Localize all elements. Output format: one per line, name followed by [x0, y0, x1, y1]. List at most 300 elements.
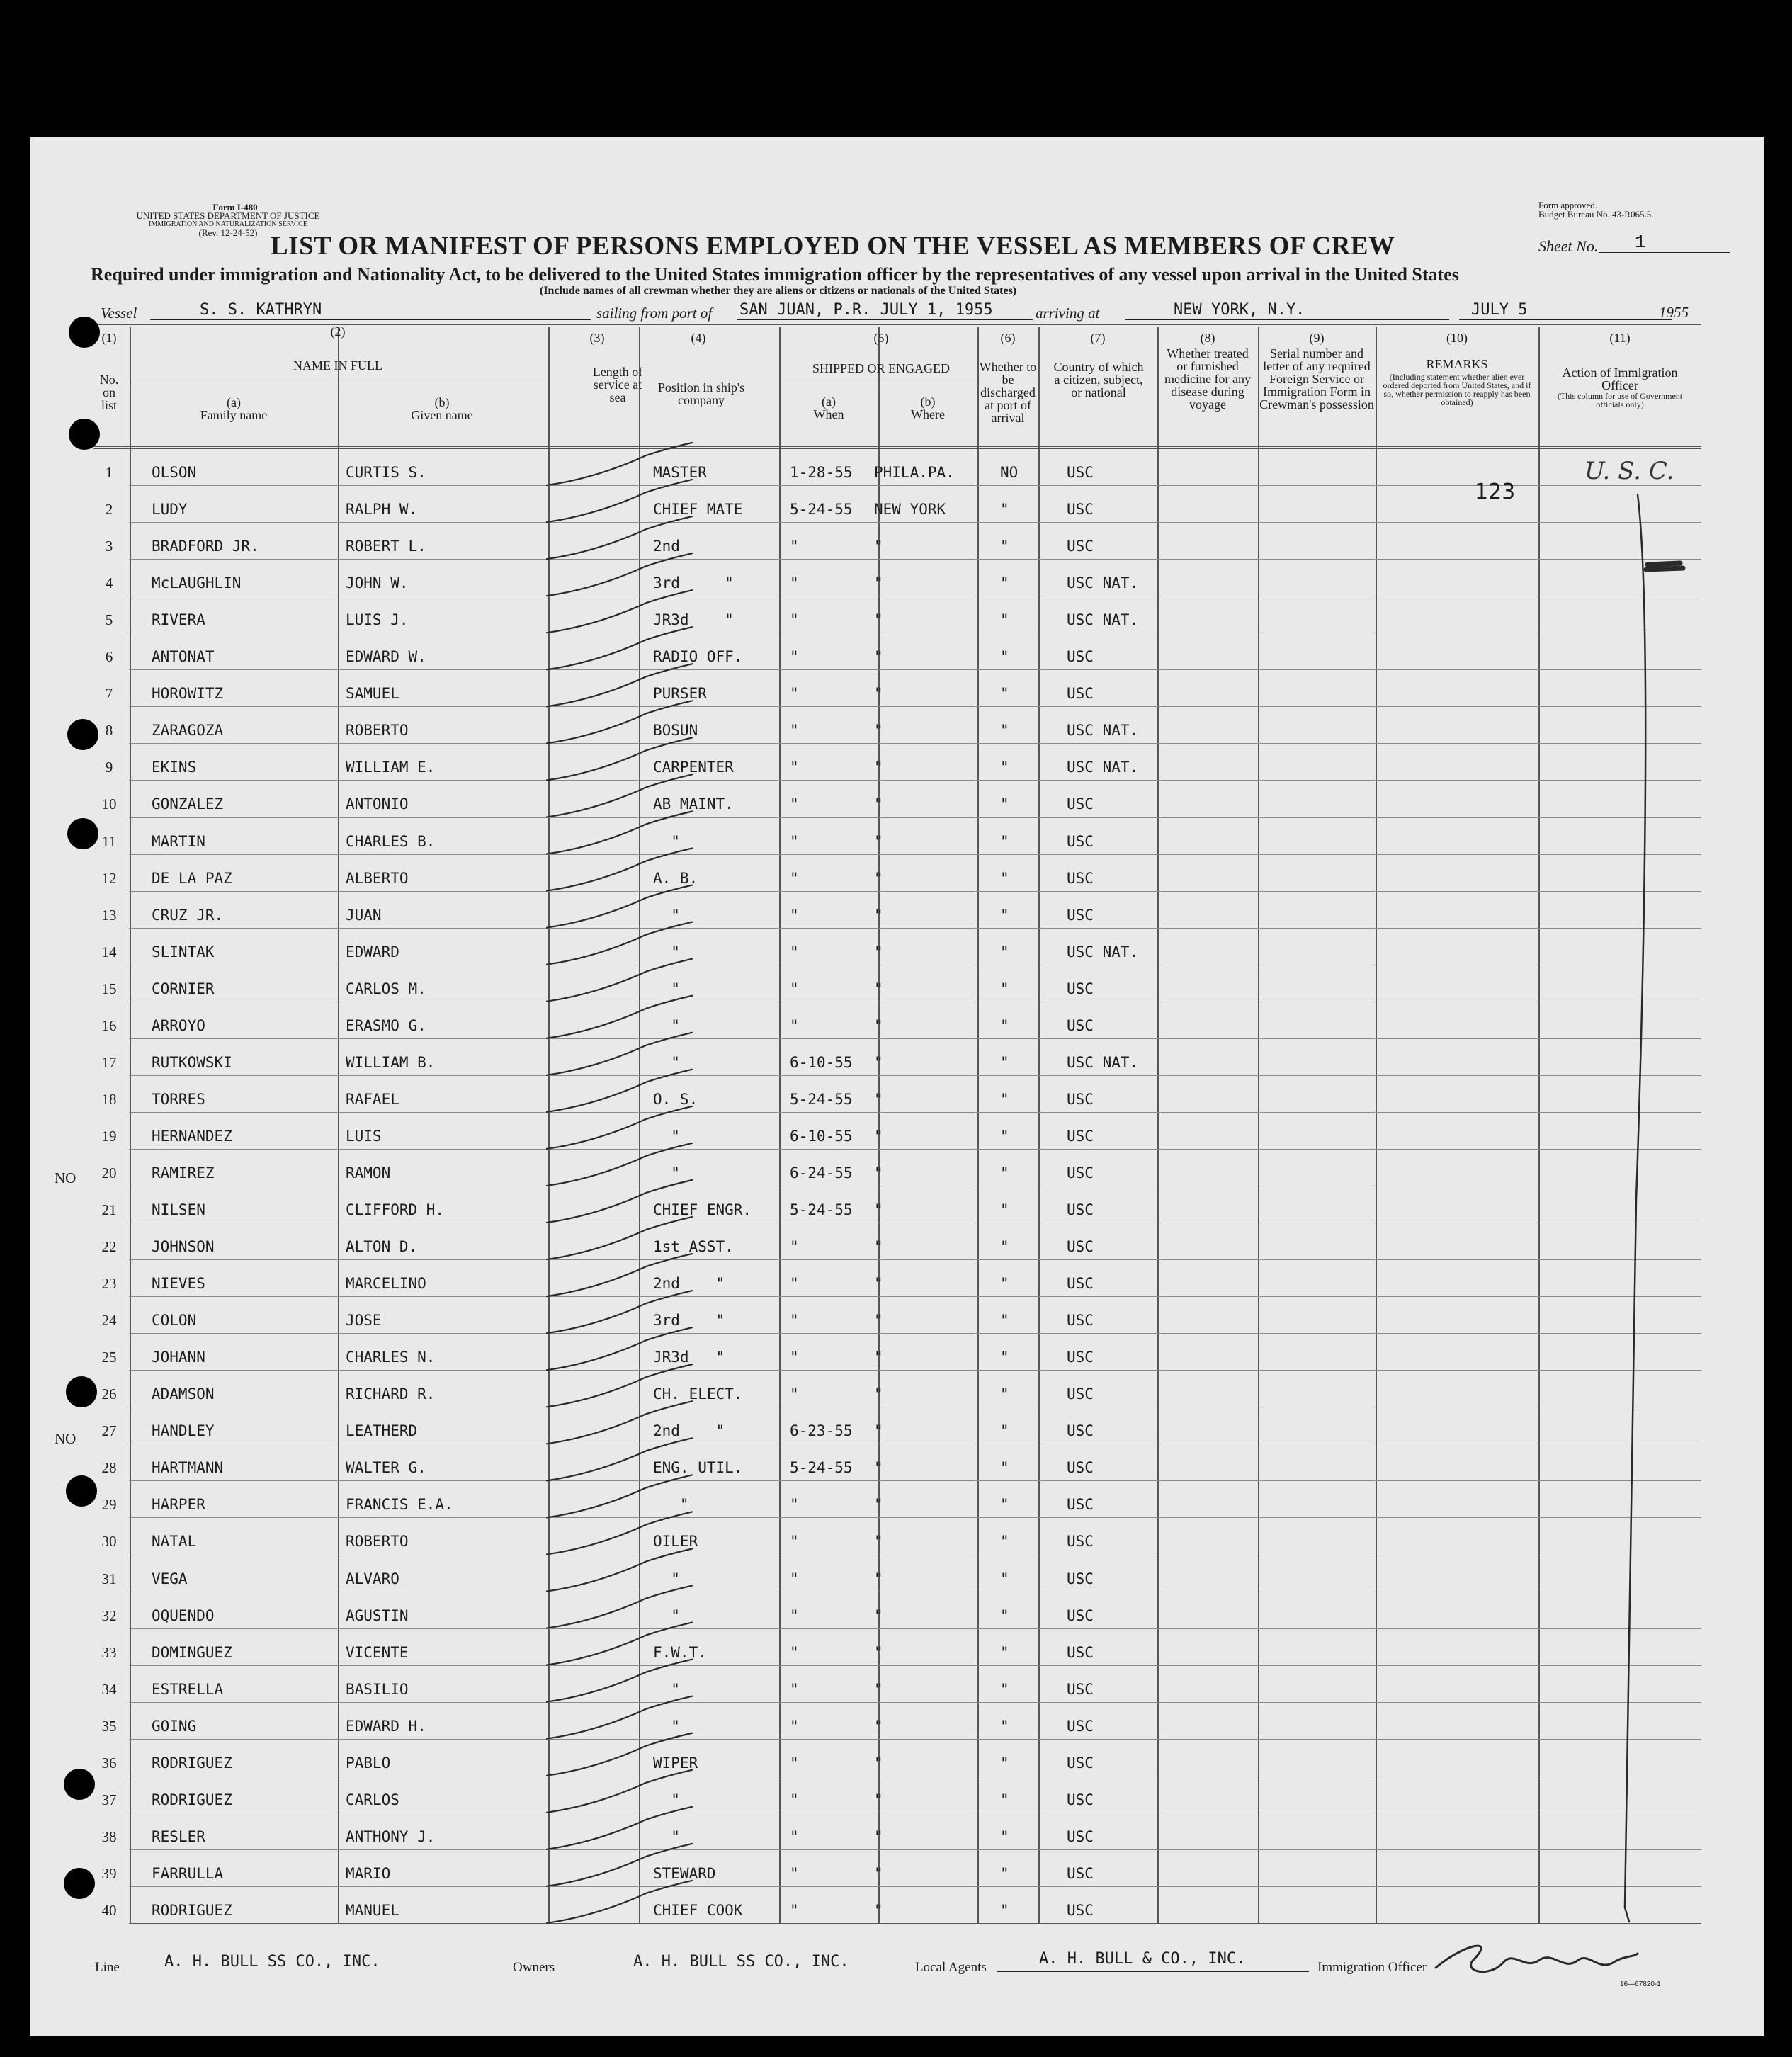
- discharged: ": [1000, 1422, 1009, 1439]
- shipped-when: 6-10-55: [790, 1054, 853, 1071]
- service-check-mark: [547, 849, 692, 891]
- shipped-where: ": [874, 1386, 883, 1402]
- discharged: ": [1000, 795, 1009, 812]
- country: USC NAT.: [1067, 722, 1139, 739]
- country: USC: [1067, 648, 1094, 665]
- row-number: 11: [101, 833, 117, 850]
- family-name: RESLER: [152, 1828, 205, 1845]
- discharged: ": [1000, 1459, 1009, 1476]
- given-name: JOSE: [346, 1312, 382, 1329]
- shipped-where: ": [874, 538, 883, 555]
- position: 2nd ": [653, 1275, 725, 1292]
- binder-hole: [66, 1475, 97, 1507]
- discharged: ": [1000, 1275, 1009, 1292]
- service-check-mark: [547, 959, 692, 1002]
- country: USC: [1067, 1386, 1094, 1402]
- shipped-where: ": [874, 1201, 883, 1218]
- row-number: 32: [101, 1607, 117, 1624]
- family-name: TORRES: [152, 1091, 205, 1108]
- family-name: RAMIREZ: [152, 1164, 215, 1182]
- row-number: 3: [105, 538, 113, 555]
- handwritten-marks: [30, 137, 1764, 2036]
- row-number: 21: [101, 1201, 117, 1218]
- service-check-mark: [547, 1254, 692, 1296]
- service-check-mark: [547, 1475, 692, 1517]
- row-number: 4: [105, 574, 113, 591]
- family-name: ANTONAT: [152, 648, 215, 665]
- row-number: 30: [101, 1533, 117, 1550]
- owners-label: Owners: [513, 1960, 555, 1975]
- shipped-when: ": [790, 1570, 799, 1587]
- shipped-where: ": [874, 1570, 883, 1587]
- family-name: MARTIN: [152, 833, 205, 850]
- discharged: ": [1000, 1496, 1009, 1513]
- given-name: RAFAEL: [346, 1091, 399, 1108]
- shipped-when: 6-23-55: [790, 1422, 853, 1439]
- col2b-label: Given name: [411, 408, 473, 422]
- service-check-mark: [547, 1623, 692, 1665]
- agents-underline: [997, 1971, 1309, 1972]
- col3-label: Length of service at sea: [592, 365, 643, 404]
- country: USC: [1067, 833, 1094, 850]
- shipped-when: 6-24-55: [790, 1164, 853, 1182]
- shipped-when: ": [790, 611, 799, 628]
- col7-label: Country of which a citizen, subject, or national: [1053, 360, 1144, 400]
- row-number: 24: [101, 1312, 117, 1329]
- given-name: EDWARD W.: [346, 648, 426, 665]
- shipped-when: ": [790, 870, 799, 887]
- given-name: VICENTE: [346, 1644, 409, 1661]
- given-name: SAMUEL: [346, 685, 399, 702]
- position: STEWARD: [653, 1865, 716, 1882]
- col8-num: (8): [1200, 331, 1215, 345]
- given-name: ERASMO G.: [346, 1017, 426, 1034]
- position: ": [653, 1017, 680, 1034]
- family-name: EKINS: [152, 759, 197, 776]
- arriving-label: arriving at: [1036, 305, 1100, 322]
- position: JR3d ": [653, 1349, 725, 1366]
- given-name: JUAN: [346, 907, 382, 924]
- sheet-label: Sheet No.: [1538, 237, 1599, 255]
- position: ": [653, 1496, 689, 1513]
- position: CHIEF ENGR.: [653, 1201, 752, 1218]
- form-subtitle: Required under immigration and Nationality Act, to be delivered to the United States immigration officer by the representatives of any vessel upon arrival in the United States: [91, 264, 1459, 285]
- given-name: AGUSTIN: [346, 1607, 409, 1624]
- officer-scribble: [1646, 563, 1683, 570]
- given-name: MANUEL: [346, 1902, 399, 1919]
- shipped-where: ": [874, 1533, 883, 1550]
- position: ": [653, 833, 680, 850]
- given-name: ROBERTO: [346, 1533, 409, 1550]
- shipped-when: ": [790, 1312, 799, 1329]
- family-name: NIEVES: [152, 1275, 205, 1292]
- department: UNITED STATES DEPARTMENT OF JUSTICE: [136, 210, 320, 221]
- shipped-where: ": [874, 1128, 883, 1145]
- remark-serial: 123: [1475, 480, 1516, 504]
- country: USC: [1067, 1017, 1094, 1034]
- shipped-where: ": [874, 1607, 883, 1624]
- service-check-mark: [547, 996, 692, 1038]
- position: ENG. UTIL.: [653, 1459, 743, 1476]
- discharged: ": [1000, 1054, 1009, 1071]
- row-number: 28: [101, 1459, 117, 1476]
- country: USC: [1067, 980, 1094, 997]
- country: USC: [1067, 1496, 1094, 1513]
- col1-label: No. on list: [99, 373, 119, 412]
- country: USC: [1067, 1238, 1094, 1255]
- discharged: ": [1000, 759, 1009, 776]
- shipped-when: 5-24-55: [790, 1091, 853, 1108]
- family-name: RIVERA: [152, 611, 205, 628]
- position: 3rd ": [653, 1312, 725, 1329]
- binder-hole: [66, 1376, 97, 1407]
- shipped-where: NEW YORK: [874, 501, 946, 518]
- country: USC: [1067, 1422, 1094, 1439]
- country: USC: [1067, 795, 1094, 812]
- given-name: ANTONIO: [346, 795, 409, 812]
- position: A. B.: [653, 870, 698, 887]
- shipped-where: ": [874, 1091, 883, 1108]
- shipped-when: ": [790, 1865, 799, 1882]
- position: CHIEF MATE: [653, 501, 743, 518]
- form-subnote: (Include names of all crewman whether they are aliens or citizens or nationals of the United States): [540, 285, 1017, 297]
- discharged: ": [1000, 1238, 1009, 1255]
- row-number: 20: [101, 1164, 117, 1182]
- position: ": [653, 1828, 680, 1845]
- manifest-sheet: [30, 137, 1764, 2036]
- country: USC: [1067, 1349, 1094, 1366]
- discharged: ": [1000, 1164, 1009, 1182]
- family-name: ADAMSON: [152, 1386, 215, 1402]
- shipped-when: 1-28-55: [790, 464, 853, 481]
- row-number: 35: [101, 1718, 117, 1735]
- given-name: CARLOS: [346, 1791, 399, 1808]
- service-check-mark: [547, 590, 692, 633]
- position: RADIO OFF.: [653, 648, 743, 665]
- country: USC: [1067, 1312, 1094, 1329]
- discharged: ": [1000, 1091, 1009, 1108]
- service-check-mark: [547, 1070, 692, 1112]
- service-check-mark: [547, 1327, 692, 1370]
- family-name: NATAL: [152, 1533, 197, 1550]
- discharged: ": [1000, 1533, 1009, 1550]
- discharged: ": [1000, 833, 1009, 850]
- country: USC: [1067, 907, 1094, 924]
- col6-num: (6): [1000, 331, 1016, 345]
- discharged: ": [1000, 1755, 1009, 1772]
- position: O. S.: [653, 1091, 698, 1108]
- shipped-when: ": [790, 574, 799, 591]
- form-approved: Form approved.: [1538, 200, 1598, 210]
- position: ": [653, 1128, 680, 1145]
- row-number: 40: [101, 1902, 117, 1919]
- row-number: 39: [101, 1865, 117, 1882]
- family-name: JOHANN: [152, 1349, 205, 1366]
- binder-hole: [67, 719, 98, 750]
- shipped-where: ": [874, 1718, 883, 1735]
- col8-label: Whether treated or furnished medicine for any disease during voyage: [1164, 346, 1251, 412]
- service-check-mark: [547, 1807, 692, 1849]
- shipped-when: ": [790, 1718, 799, 1735]
- family-name: NILSEN: [152, 1201, 205, 1218]
- shipped-when: ": [790, 1275, 799, 1292]
- country: USC: [1067, 1128, 1094, 1145]
- position: ": [653, 1570, 680, 1587]
- col10-label: REMARKS: [1426, 357, 1488, 371]
- country: USC: [1067, 685, 1094, 702]
- shipped-when: ": [790, 538, 799, 555]
- shipped-when: ": [790, 1017, 799, 1034]
- position: ": [653, 1718, 680, 1735]
- col2-label: NAME IN FULL: [293, 358, 382, 373]
- service-check-mark: [547, 1033, 692, 1075]
- row-number: 25: [101, 1349, 117, 1366]
- position: AB MAINT.: [653, 795, 734, 812]
- line-company: A. H. BULL SS CO., INC.: [164, 1953, 380, 1971]
- officer-label: Immigration Officer: [1317, 1960, 1427, 1975]
- country: USC: [1067, 1681, 1094, 1698]
- row-number: 1: [105, 464, 113, 481]
- family-name: ARROYO: [152, 1017, 205, 1034]
- margin-note-row27: NO: [55, 1430, 76, 1447]
- discharged: ": [1000, 1865, 1009, 1882]
- service-check-mark: [547, 774, 692, 817]
- col9-num: (9): [1309, 331, 1325, 345]
- col3-num: (3): [589, 331, 605, 345]
- given-name: WILLIAM E.: [346, 759, 436, 776]
- position: ": [653, 1607, 680, 1624]
- discharged: ": [1000, 1017, 1009, 1034]
- budget-bureau: Budget Bureau No. 43-R065.5.: [1538, 209, 1654, 220]
- given-name: FRANCIS E.A.: [346, 1496, 453, 1513]
- position: PURSER: [653, 685, 707, 702]
- sailing-port: SAN JUAN, P.R. JULY 1, 1955: [739, 301, 993, 319]
- col11-num: (11): [1609, 331, 1631, 345]
- shipped-when: ": [790, 944, 799, 960]
- shipped-where: ": [874, 870, 883, 887]
- family-name: GONZALEZ: [152, 795, 224, 812]
- service-check-mark: [547, 480, 692, 522]
- form-code: 16—67820-1: [1620, 1980, 1661, 1988]
- country: USC: [1067, 1459, 1094, 1476]
- discharged: ": [1000, 1386, 1009, 1402]
- position: CH. ELECT.: [653, 1386, 743, 1402]
- country: USC: [1067, 1718, 1094, 1735]
- family-name: CORNIER: [152, 980, 215, 997]
- service-check-mark: [547, 1512, 692, 1554]
- discharged: ": [1000, 1681, 1009, 1698]
- row-number: 9: [105, 759, 113, 776]
- row-number: 34: [101, 1681, 117, 1698]
- discharged: ": [1000, 1312, 1009, 1329]
- shipped-where: ": [874, 1791, 883, 1808]
- discharged: ": [1000, 685, 1009, 702]
- shipped-when: ": [790, 833, 799, 850]
- country: USC NAT.: [1067, 944, 1139, 960]
- service-check-mark: [547, 701, 692, 743]
- country: USC: [1067, 1828, 1094, 1845]
- shipped-when: ": [790, 1607, 799, 1624]
- shipped-where: PHILA.PA.: [874, 464, 955, 481]
- col4-label: Position in ship's company: [657, 380, 745, 407]
- col6-label: Whether to be discharged at port of arrival: [979, 360, 1037, 425]
- country: USC: [1067, 1570, 1094, 1587]
- discharged: ": [1000, 574, 1009, 591]
- country: USC: [1067, 1865, 1094, 1882]
- shipped-when: ": [790, 722, 799, 739]
- row-number: 8: [105, 722, 113, 739]
- binder-hole: [64, 1769, 95, 1800]
- service-check-mark: [547, 1106, 692, 1149]
- given-name: CHARLES N.: [346, 1349, 436, 1366]
- vessel-label: Vessel: [101, 305, 137, 322]
- country: USC: [1067, 1164, 1094, 1182]
- family-name: VEGA: [152, 1570, 188, 1587]
- discharged: ": [1000, 1644, 1009, 1661]
- col11-note: (This column for use of Government officials only): [1557, 391, 1683, 409]
- shipped-when: ": [790, 1681, 799, 1698]
- shipped-when: ": [790, 648, 799, 665]
- service-check-mark: [547, 1438, 692, 1480]
- given-name: WALTER G.: [346, 1459, 426, 1476]
- discharged: ": [1000, 1570, 1009, 1587]
- given-name: EDWARD H.: [346, 1718, 426, 1735]
- shipped-when: ": [790, 1755, 799, 1772]
- family-name: OQUENDO: [152, 1607, 215, 1624]
- discharged: ": [1000, 611, 1009, 628]
- row-number: 33: [101, 1644, 117, 1661]
- binder-hole: [64, 1868, 95, 1899]
- col2-num: (2): [330, 324, 346, 339]
- shipped-where: ": [874, 1459, 883, 1476]
- service-check-mark: [547, 1881, 692, 1923]
- family-name: RODRIGUEZ: [152, 1755, 232, 1772]
- position: ": [653, 1681, 680, 1698]
- shipped-where: ": [874, 1496, 883, 1513]
- service-check-mark: [547, 1770, 692, 1813]
- family-name: GOING: [152, 1718, 197, 1735]
- col10-num: (10): [1446, 331, 1468, 345]
- discharged: ": [1000, 1349, 1009, 1366]
- position: 2nd ": [653, 1422, 725, 1439]
- discharged: ": [1000, 1902, 1009, 1919]
- shipped-when: ": [790, 759, 799, 776]
- service-check-mark: [547, 922, 692, 965]
- row-number: 13: [101, 907, 117, 924]
- given-name: CHARLES B.: [346, 833, 436, 850]
- revision: (Rev. 12-24-52): [198, 227, 258, 238]
- row-number: 23: [101, 1275, 117, 1292]
- row-number: 6: [105, 648, 113, 665]
- margin-note-row20: NO: [55, 1169, 76, 1186]
- given-name: PABLO: [346, 1755, 391, 1772]
- col9-label: Serial number and letter of any required Foreign Service or Immigration Form in Crewman's possession: [1259, 346, 1374, 412]
- binder-hole: [69, 419, 100, 450]
- family-name: OLSON: [152, 464, 197, 481]
- family-name: ZARAGOZA: [152, 722, 224, 739]
- shipped-where: ": [874, 1164, 883, 1182]
- discharged: ": [1000, 1128, 1009, 1145]
- form-number: Form I-480: [212, 202, 258, 212]
- position: ": [653, 944, 680, 960]
- position: BOSUN: [653, 722, 698, 739]
- row-number: 2: [105, 501, 113, 518]
- col7-num: (7): [1090, 331, 1106, 345]
- given-name: ROBERTO: [346, 722, 409, 739]
- shipped-when: ": [790, 1386, 799, 1402]
- given-name: ANTHONY J.: [346, 1828, 436, 1845]
- col5-label: SHIPPED OR ENGAGED: [812, 361, 950, 375]
- service-check-mark: [547, 1586, 692, 1628]
- country: USC: [1067, 1791, 1094, 1808]
- shipped-where: ": [874, 759, 883, 776]
- service-check-mark: [547, 1180, 692, 1223]
- given-name: WILLIAM B.: [346, 1054, 436, 1071]
- country: USC NAT.: [1067, 611, 1139, 628]
- position: OILER: [653, 1533, 698, 1550]
- shipped-where: ": [874, 1349, 883, 1366]
- row-number: 27: [101, 1422, 117, 1439]
- shipped-where: ": [874, 1238, 883, 1255]
- binder-hole: [67, 818, 98, 849]
- shipped-where: ": [874, 980, 883, 997]
- binder-hole: [69, 317, 100, 348]
- given-name: MARIO: [346, 1865, 391, 1882]
- position: F.W.T.: [653, 1644, 707, 1661]
- col5a-label: When: [813, 407, 844, 421]
- position: ": [653, 980, 680, 997]
- discharged: ": [1000, 907, 1009, 924]
- country: USC: [1067, 1644, 1094, 1661]
- discharged: ": [1000, 1607, 1009, 1624]
- shipped-when: ": [790, 1533, 799, 1550]
- country: USC NAT.: [1067, 574, 1139, 591]
- family-name: DE LA PAZ: [152, 870, 232, 887]
- position: 2nd: [653, 538, 680, 555]
- col4-num: (4): [691, 331, 706, 345]
- shipped-when: ": [790, 907, 799, 924]
- service: IMMIGRATION AND NATURALIZATION SERVICE: [149, 220, 307, 228]
- given-name: ALBERTO: [346, 870, 409, 887]
- row-number: 16: [101, 1017, 117, 1034]
- country: USC: [1067, 1201, 1094, 1218]
- given-name: CLIFFORD H.: [346, 1201, 445, 1218]
- discharged: ": [1000, 1718, 1009, 1735]
- position: ": [653, 907, 680, 924]
- family-name: ESTRELLA: [152, 1681, 224, 1698]
- country: USC: [1067, 1755, 1094, 1772]
- row-number: 36: [101, 1755, 117, 1772]
- row-number: 22: [101, 1238, 117, 1255]
- arrival-year: 1955: [1659, 304, 1689, 321]
- shipped-where: ": [874, 1275, 883, 1292]
- family-name: LUDY: [152, 501, 188, 518]
- family-name: HERNANDEZ: [152, 1128, 232, 1145]
- family-name: SLINTAK: [152, 944, 215, 960]
- given-name: EDWARD: [346, 944, 399, 960]
- col5b-num: (b): [920, 395, 936, 409]
- given-name: ROBERT L.: [346, 538, 426, 555]
- shipped-when: ": [790, 1349, 799, 1366]
- row-number: 10: [101, 795, 117, 812]
- agents-company: A. H. BULL & CO., INC.: [1039, 1950, 1246, 1968]
- col2a-num: (a): [227, 395, 241, 409]
- row-number: 38: [101, 1828, 117, 1845]
- discharged: ": [1000, 1828, 1009, 1845]
- shipped-when: ": [790, 980, 799, 997]
- shipped-where: ": [874, 648, 883, 665]
- family-name: McLAUGHLIN: [152, 574, 242, 591]
